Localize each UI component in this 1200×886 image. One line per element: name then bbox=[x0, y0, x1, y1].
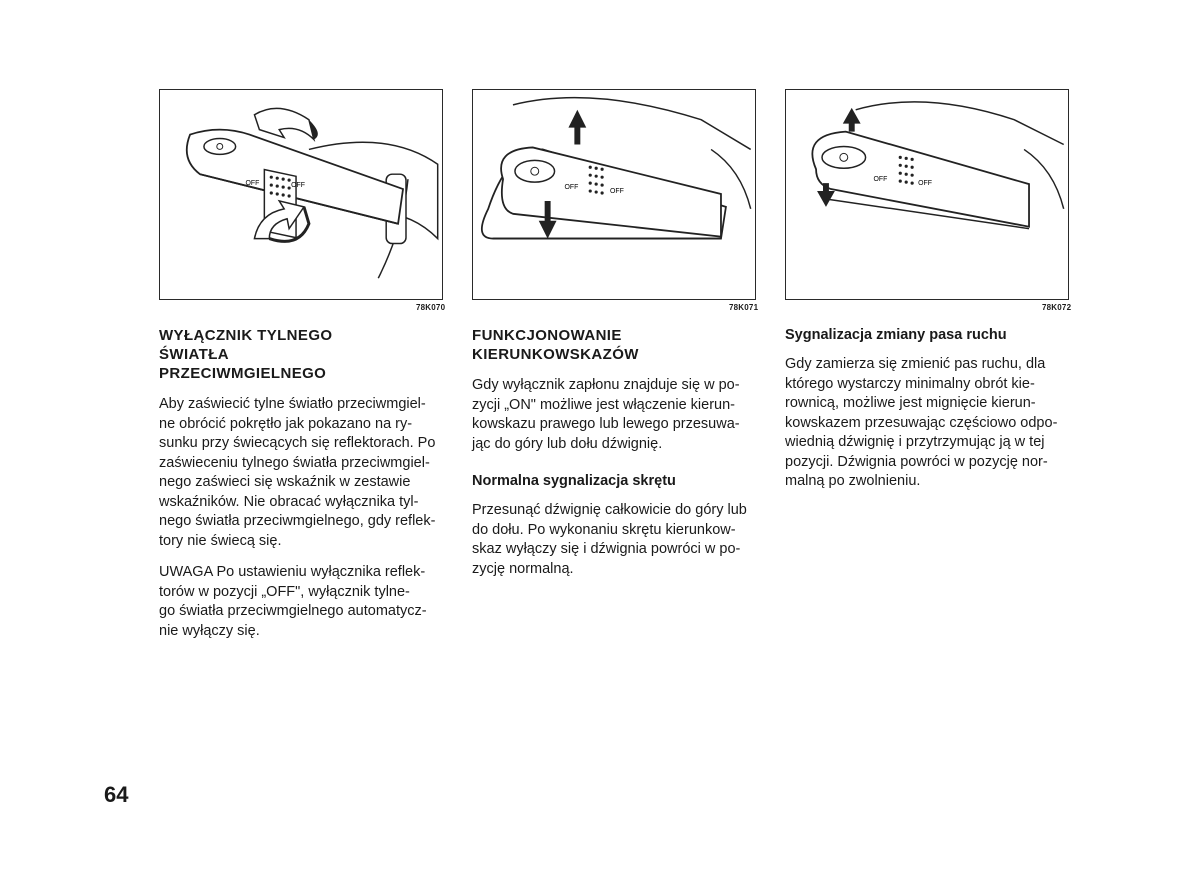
arrow-up-icon bbox=[843, 108, 861, 132]
off-label-1: OFF bbox=[564, 184, 579, 192]
paragraph-note: UWAGA Po ustawieniu wyłącznika reflek- torów w pozycji „OFF", wyłącznik tylne- go światła przeciwmgielnego automatycz- nie wyłączy się. bbox=[159, 564, 427, 639]
figure-lane-change bbox=[785, 89, 1069, 300]
paragraph: Gdy wyłącznik zapłonu znajduje się w po- zycji „ON" możliwe jest włączenie kierun- kowskazu prawego lub lewego przesuwa- jąc do góry lub dołu dźwignię. bbox=[472, 377, 740, 452]
column-rear-fog bbox=[159, 326, 447, 653]
off-label-2: OFF bbox=[918, 180, 932, 188]
section-heading: FUNKCJONOWANIE KIERUNKOWSKAZÓW bbox=[472, 327, 639, 363]
column-lane-change bbox=[785, 326, 1073, 504]
off-label-1: OFF bbox=[873, 176, 888, 184]
off-label-2: OFF bbox=[610, 188, 624, 196]
figure-rear-fog-switch bbox=[159, 89, 443, 300]
figure-code: 78K071 bbox=[729, 303, 759, 312]
figure-code: 78K072 bbox=[1042, 303, 1072, 312]
figure-turn-signal bbox=[472, 89, 756, 300]
section-heading: WYŁĄCZNIK TYLNEGO ŚWIATŁA PRZECIWMGIELNEGO bbox=[159, 327, 333, 382]
figure-code: 78K070 bbox=[416, 303, 446, 312]
arrow-up-icon bbox=[568, 110, 586, 145]
paragraph: Gdy zamierza się zmienić pas ruchu, dla którego wystarczy minimalny obrót kie- rownicą, możliwe jest mignięcie kierun- kowskazem przesuwając częściowo odpo- wiednią dźwignię i przytrzymując ją w tej pozycji. Dźwignia powróci w pozycję nor- malną po zwolnieniu. bbox=[785, 356, 1058, 489]
column-turn-signals bbox=[472, 326, 760, 591]
lever-illustration-rotate bbox=[160, 90, 442, 299]
off-label-1: OFF bbox=[245, 180, 260, 188]
paragraph: Aby zaświecić tylne światło przeciwmgiel- ne obrócić pokrętło jak pokazano na ry- sunku przy świecących się reflektorach. Po zaświeceniu tylnego światła przeciwmgiel- nego zaświeci się wskaźnik w zestawie wskaźników. Nie obracać wyłącznika tyl- nego światła przeciwmgielnego, gdy reflek- tory nie świecą się. bbox=[159, 396, 436, 549]
rotate-arrow-up-icon bbox=[254, 108, 313, 139]
subheading: Sygnalizacja zmiany pasa ruchu bbox=[785, 327, 1007, 343]
page-number: 64 bbox=[104, 782, 129, 807]
subheading: Normalna sygnalizacja skrętu bbox=[472, 473, 676, 489]
lever-illustration-up-down bbox=[473, 90, 755, 299]
off-label-2: OFF bbox=[291, 182, 305, 190]
paragraph: Przesunąć dźwignię całkowicie do góry lub do dołu. Po wykonaniu skrętu kierunkow- skaz wyłączy się i dźwignia powróci w po- zycję normalną. bbox=[472, 502, 747, 577]
lever-illustration-partial bbox=[786, 90, 1068, 299]
